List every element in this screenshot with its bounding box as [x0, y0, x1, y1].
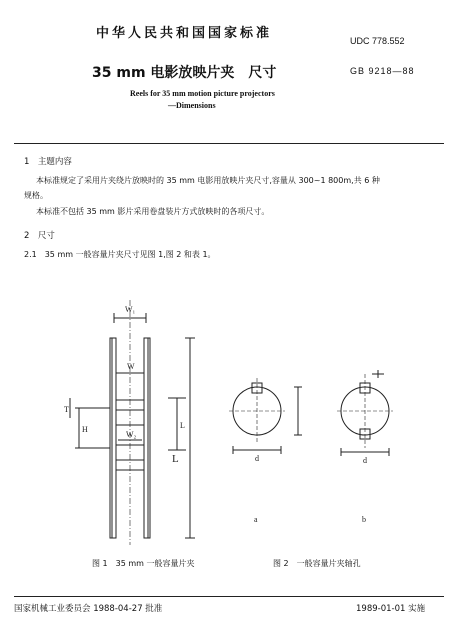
spindle-hole-a	[229, 378, 302, 454]
document-title: 35 mm 电影放映片夹 尺寸	[92, 65, 277, 81]
label-a: a	[254, 515, 258, 524]
label-h: H	[82, 425, 88, 434]
approval-date: 国家机械工业委员会 1988-04-27 批准	[14, 604, 163, 614]
section-1-paragraph-1: 本标准规定了采用片夹绕片放映时的 35 mm 电影用放映片夹尺寸,容量从 300~1 800m,共 6 种	[36, 176, 380, 185]
standard-organization: 中华人民共和国国家标准	[96, 26, 273, 41]
bottom-divider	[14, 596, 444, 597]
figure-2-caption: 图 2 一般容量片夹轴孔	[273, 559, 361, 568]
figure-1-caption: 图 1 35 mm 一般容量片夹	[92, 559, 195, 568]
english-title: Reels for 35 mm motion picture projectors	[130, 89, 275, 98]
label-w1: W₁	[125, 305, 136, 314]
section-1-heading: 1 主题内容	[24, 157, 72, 167]
label-w: W	[127, 362, 135, 371]
label-l-small: L	[180, 421, 185, 430]
udc-number: UDC 778.552	[350, 36, 405, 46]
clause-2-1: 2.1 35 mm 一般容量片夹尺寸见图 1,图 2 和表 1。	[24, 250, 216, 259]
label-d1: d	[255, 454, 259, 463]
gb-number: GB 9218—88	[350, 66, 415, 76]
section-2-heading: 2 尺寸	[24, 231, 55, 241]
reel-side-view	[70, 300, 195, 545]
english-subtitle: —Dimensions	[168, 101, 216, 110]
implementation-date: 1989-01-01 实施	[356, 604, 426, 614]
spindle-hole-b	[337, 370, 393, 456]
label-l-big: L	[172, 453, 179, 465]
label-t: T	[64, 405, 69, 414]
section-1-paragraph-2: 本标准不包括 35 mm 影片采用卷盘装片方式放映时的各项尺寸。	[36, 207, 270, 216]
section-1-paragraph-1-cont: 规格。	[24, 191, 48, 200]
label-w2: W₂	[126, 430, 137, 439]
label-b: b	[362, 515, 366, 524]
label-d2: d	[363, 456, 367, 465]
